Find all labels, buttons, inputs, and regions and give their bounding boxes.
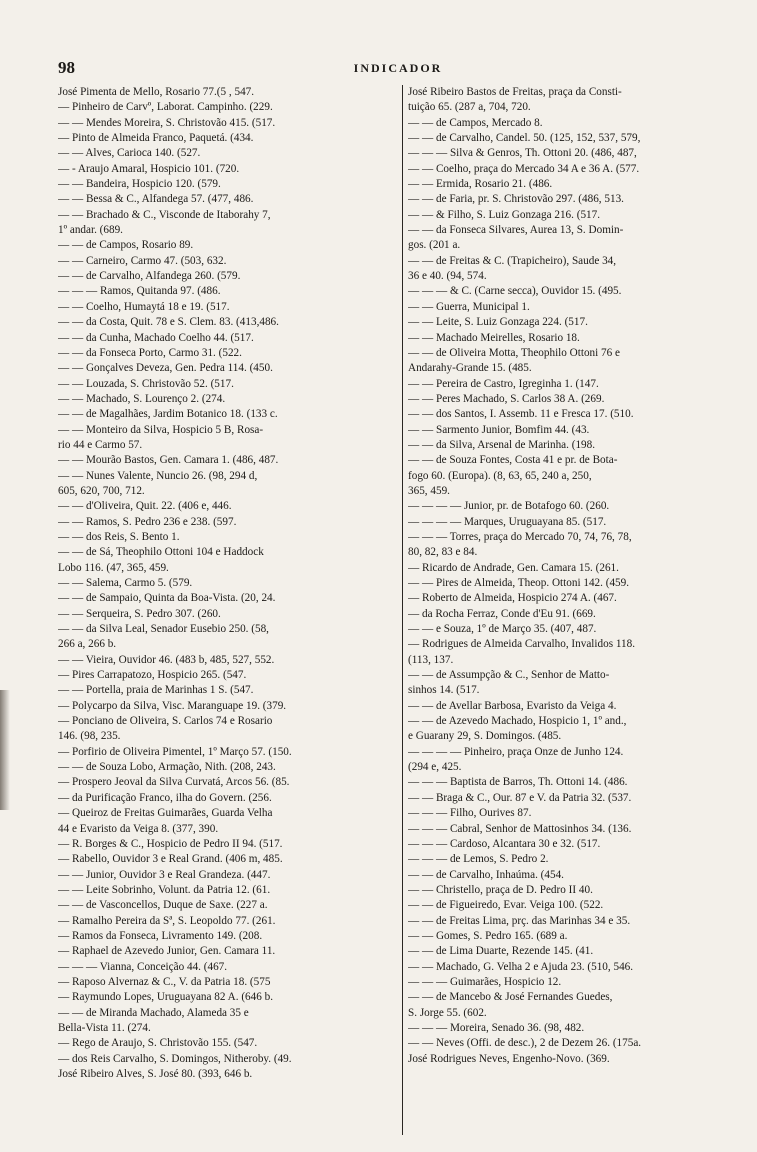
directory-entry-line: — — — — Marques, Uruguayana 85. (517. xyxy=(408,515,607,528)
directory-entry-line: — — — Ramos, Quitanda 97. (486. xyxy=(58,285,221,298)
directory-entry-line: — Ramos da Fonseca, Livramento 149. (208. xyxy=(58,929,263,942)
directory-entry-line: — — de Freitas Lima, prç. das Marinhas 34 e 35. xyxy=(408,914,631,927)
directory-entry-line: — — Neves (Offi. de desc.), 2 de Dezem 26. (175a. xyxy=(408,1037,642,1050)
directory-entry-line: — — Coelho, praça do Mercado 34 A e 36 A. (577. xyxy=(408,162,640,175)
directory-entry-line: — Pinheiro de Carvº, Laborat. Campinho. (229. xyxy=(58,101,273,114)
directory-entry-line: — — de Campos, Rosario 89. xyxy=(58,239,194,252)
directory-entry-line: — — Salema, Carmo 5. (579. xyxy=(58,577,193,589)
directory-entry-line: — — — Baptista de Barros, Th. Ottoni 14. (486. xyxy=(408,776,628,789)
directory-entry-line: — — Brachado & C., Visconde de Itaborahy 7, xyxy=(58,208,271,221)
directory-entry-line: 146. (98, 235. xyxy=(58,730,121,743)
directory-entry-line: — — da Cunha, Machado Coelho 44. (517. xyxy=(58,331,254,344)
directory-entry-line: Andarahy-Grande 15. (485. xyxy=(408,362,532,375)
directory-entry-line: 44 e Evaristo da Veiga 8. (377, 390. xyxy=(58,822,219,835)
directory-entry-line: — — Alves, Carioca 140. (527. xyxy=(58,147,201,160)
directory-entry-line: — — de Figueiredo, Evar. Veiga 100. (522. xyxy=(408,899,604,912)
directory-entry-line: — Rego de Araujo, S. Christovão 155. (547. xyxy=(58,1037,258,1050)
page-edge-stain xyxy=(0,690,10,810)
directory-entry-line: e Guarany 29, S. Domingos. (485. xyxy=(408,730,562,743)
directory-entry-line: — Rodrigues de Almeida Carvalho, Invalidos 118. xyxy=(408,638,636,651)
directory-entry-line: 266 a, 266 b. xyxy=(58,638,117,651)
directory-entry-line: — Ramalho Pereira da Sª, S. Leopoldo 77. (261. xyxy=(58,914,276,927)
directory-entry-line: — — Junior, Ouvidor 3 e Real Grandeza. (447. xyxy=(58,868,271,881)
directory-entry-line: — — — Filho, Ourives 87. xyxy=(408,807,532,820)
directory-entry-line: — — da Silva, Arsenal de Marinha. (198. xyxy=(408,438,596,451)
directory-entry-line: — — dos Santos, I. Assemb. 11 e Fresca 17. (510. xyxy=(408,408,634,421)
directory-entry-line: — — — — Pinheiro, praça Onze de Junho 124. xyxy=(408,745,624,758)
directory-entry-line: — — de Campos, Mercado 8. xyxy=(408,116,543,129)
directory-entry-line: — — — Vianna, Conceição 44. (467. xyxy=(58,960,228,973)
directory-entry-line: (113, 137. xyxy=(408,653,454,666)
directory-entry-line: — Prospero Jeoval da Silva Curvatá, Arcos 56. (85. xyxy=(58,776,290,789)
directory-entry-line: José Rodrigues Neves, Engenho-Novo. (369. xyxy=(408,1052,610,1065)
directory-entry-line: — da Rocha Ferraz, Conde d'Eu 91. (669. xyxy=(408,607,596,620)
directory-entry-line: — — de Azevedo Machado, Hospicio 1, 1º and., xyxy=(408,715,627,728)
directory-entry-line: — — de Sá, Theophilo Ottoni 104 e Haddock xyxy=(58,546,264,559)
directory-entry-line: — — Gomes, S. Pedro 165. (689 a. xyxy=(408,929,568,942)
directory-entry-line: — Raposo Alvernaz & C., V. da Patria 18. (575 xyxy=(58,975,271,988)
directory-entry-line: sinhos 14. (517. xyxy=(408,684,480,697)
directory-entry-line: — — da Silva Leal, Senador Eusebio 250. (58, xyxy=(58,623,269,636)
directory-entry-line: — — de Souza Lobo, Armação, Nith. (208, 243. xyxy=(58,761,276,774)
directory-entry-line: — Polycarpo da Silva, Visc. Maranguape 19. (379. xyxy=(58,699,287,712)
directory-entry-line: — Queiroz de Freitas Guimarães, Guarda Velha xyxy=(58,807,273,820)
directory-entry-line: — — Braga & C., Our. 87 e V. da Patria 32. (537. xyxy=(408,791,632,804)
directory-entry-line: — — Gonçalves Deveza, Gen. Pedra 114. (450. xyxy=(58,362,273,375)
page-header xyxy=(58,58,738,82)
directory-entry-line: — da Purificação Franco, ilha do Govern. (256. xyxy=(58,791,272,804)
directory-entry-line: tuição 65. (287 a, 704, 720. xyxy=(408,101,531,114)
directory-entry-line: (294 e, 425. xyxy=(408,761,462,774)
directory-entry-line: — Pires Carrapatozo, Hospicio 265. (547. xyxy=(58,669,247,682)
directory-entry-line: 80, 82, 83 e 84. xyxy=(408,546,478,559)
directory-entry-line: — — Vieira, Ouvidor 46. (483 b, 485, 527, 552. xyxy=(58,653,275,666)
directory-entry-line: — — dos Reis, S. Bento 1. xyxy=(58,530,180,543)
directory-entry-line: — — Bessa & C., Alfandega 57. (477, 486. xyxy=(58,193,254,206)
directory-entry-line: — — Carneiro, Carmo 47. (503, 632. xyxy=(58,254,227,267)
directory-entry-line: — - Araujo Amaral, Hospicio 101. (720. xyxy=(58,162,240,175)
directory-entry-line: — — Serqueira, S. Pedro 307. (260. xyxy=(58,607,221,620)
directory-entry-line: — — de Vasconcellos, Duque de Saxe. (227 a. xyxy=(58,899,268,912)
directory-entry-line: — — Leite, S. Luiz Gonzaga 224. (517. xyxy=(408,316,588,329)
directory-entry-line: 605, 620, 700, 712. xyxy=(58,484,145,497)
directory-entry-line: — — de Assumpção & C., Senhor de Matto- xyxy=(408,669,610,682)
directory-entry-line: — — Guerra, Municipal 1. xyxy=(408,300,530,313)
directory-entry-line: — — de Sampaio, Quinta da Boa-Vista. (20, 24. xyxy=(58,592,276,605)
directory-entry-line: — — Sarmento Junior, Bomfim 44. (43. xyxy=(408,423,590,436)
directory-entry-line: — — da Fonseca Porto, Carmo 31. (522. xyxy=(58,346,242,359)
directory-entry-line: — — — Cardoso, Alcantara 30 e 32. (517. xyxy=(408,837,601,850)
directory-entry-line: — Roberto de Almeida, Hospicio 274 A. (467. xyxy=(408,592,617,605)
directory-entry-line: — — Portella, praia de Marinhas 1 S. (547. xyxy=(58,684,254,697)
directory-entry-line: — — Nunes Valente, Nuncio 26. (98, 294 d, xyxy=(58,469,258,482)
directory-entry-line: — Ricardo de Andrade, Gen. Camara 15. (261. xyxy=(408,561,619,574)
directory-entry-line: — — — Cabral, Senhor de Mattosinhos 34. (136. xyxy=(408,822,632,835)
directory-entry-line: — — — Torres, praça do Mercado 70, 74, 76, 78, xyxy=(408,530,632,543)
directory-entry-line: — — de Faria, pr. S. Christovão 297. (486, 513. xyxy=(408,193,624,206)
directory-entry-line: — — & Filho, S. Luiz Gonzaga 216. (517. xyxy=(408,208,601,221)
directory-entry-line: — — Pereira de Castro, Igreginha 1. (147. xyxy=(408,377,599,390)
directory-entry-line: — — Pires de Almeida, Theop. Ottoni 142. (459. xyxy=(408,577,630,589)
left-column xyxy=(58,85,398,1082)
directory-entry-line: — — Peres Machado, S. Carlos 38 A. (269. xyxy=(408,392,605,405)
directory-entry-line: S. Jorge 55. (602. xyxy=(408,1006,487,1019)
directory-entry-line: — — Machado, G. Velha 2 e Ajuda 23. (510, 546. xyxy=(408,960,634,973)
directory-entry-line: — Raymundo Lopes, Uruguayana 82 A. (646 b. xyxy=(58,991,274,1004)
directory-entry-line: — — de Magalhães, Jardim Botanico 18. (133 c. xyxy=(58,408,278,421)
directory-entry-line: — Ponciano de Oliveira, S. Carlos 74 e Rosario xyxy=(58,715,273,728)
directory-entry-line: — — — de Lemos, S. Pedro 2. xyxy=(408,853,549,866)
directory-entry-line: — Porfirio de Oliveira Pimentel, 1º Março 57. (150. xyxy=(58,745,292,758)
directory-entry-line: — — de Carvalho, Alfandega 260. (579. xyxy=(58,270,241,283)
directory-entry-line: fogo 60. (Europa). (8, 63, 65, 240 a, 250, xyxy=(408,469,592,482)
directory-entry-line: rio 44 e Carmo 57. xyxy=(58,438,143,451)
directory-entry-line: — — — — Junior, pr. de Botafogo 60. (260. xyxy=(408,500,610,513)
right-column xyxy=(408,85,738,1067)
column-divider xyxy=(402,85,403,1135)
directory-entry-line: — — — & C. (Carne secca), Ouvidor 15. (495. xyxy=(408,285,622,298)
directory-entry-line: 365, 459. xyxy=(408,484,450,497)
directory-entry-line: 1º andar. (689. xyxy=(58,224,123,237)
directory-entry-line: — — Christello, praça de D. Pedro II 40. xyxy=(408,883,593,896)
directory-entry-line: 36 e 40. (94, 574. xyxy=(408,270,487,283)
directory-entry-line: — — Coelho, Humaytá 18 e 19. (517. xyxy=(58,300,230,313)
directory-entry-line: — — Bandeira, Hospicio 120. (579. xyxy=(58,178,221,191)
directory-entry-line: — — de Mancebo & José Fernandes Guedes, xyxy=(408,991,613,1004)
directory-entry-line: — — de Freitas & C. (Trapicheiro), Saude 34, xyxy=(408,254,617,267)
directory-entry-line: — — — Silva & Genros, Th. Ottoni 20. (486, 487, xyxy=(408,147,637,160)
directory-entry-line: — — de Carvalho, Candel. 50. (125, 152, 537, 579, xyxy=(408,132,641,145)
directory-entry-line: — — de Lima Duarte, Rezende 145. (41. xyxy=(408,945,594,958)
directory-entry-line: — dos Reis Carvalho, S. Domingos, Nitheroby. (49. xyxy=(58,1052,292,1065)
page-number: 98 xyxy=(58,58,75,77)
directory-entry-line: — — Monteiro da Silva, Hospicio 5 B, Rosa- xyxy=(58,423,264,436)
directory-entry-line: — — Ramos, S. Pedro 236 e 238. (597. xyxy=(58,515,237,528)
directory-entry-line: gos. (201 a. xyxy=(408,239,461,252)
directory-entry-line: — — de Avellar Barbosa, Evaristo da Veiga 4. xyxy=(408,699,617,712)
directory-entry-line: — — Mendes Moreira, S. Christovão 415. (517. xyxy=(58,116,276,129)
directory-entry-line: — R. Borges & C., Hospicio de Pedro II 94. (517. xyxy=(58,837,283,850)
directory-entry-line: — Pinto de Almeida Franco, Paquetá. (434. xyxy=(58,132,254,145)
directory-entry-line: — — e Souza, 1º de Março 35. (407, 487. xyxy=(408,623,597,636)
directory-entry-line: — — de Oliveira Motta, Theophilo Ottoni 76 e xyxy=(408,346,621,359)
directory-entry-line: José Ribeiro Bastos de Freitas, praça da Consti- xyxy=(408,86,622,98)
directory-entry-line: — — da Fonseca Silvares, Aurea 13, S. Domin- xyxy=(408,224,624,237)
directory-entry-line: José Pimenta de Mello, Rosario 77.(5 , 547. xyxy=(58,86,255,98)
directory-entry-line: — Rabello, Ouvidor 3 e Real Grand. (406 m, 485. xyxy=(58,853,283,866)
directory-entry-line: — — Leite Sobrinho, Volunt. da Patria 12. (61. xyxy=(58,883,271,896)
directory-entry-line: — Raphael de Azevedo Junior, Gen. Camara 11. xyxy=(58,945,276,958)
directory-entry-line: — — da Costa, Quit. 78 e S. Clem. 83. (413,486. xyxy=(58,316,279,329)
directory-entry-line: — — — Guimarães, Hospicio 12. xyxy=(408,975,562,988)
directory-entry-line: — — Machado Meirelles, Rosario 18. xyxy=(408,331,580,344)
running-title: INDICADOR xyxy=(353,61,443,75)
directory-entry-line: — — de Souza Fontes, Costa 41 e pr. de Bota- xyxy=(408,454,618,467)
directory-entry-line: Lobo 116. (47, 365, 459. xyxy=(58,561,169,574)
directory-entry-line: — — Mourão Bastos, Gen. Camara 1. (486, 487. xyxy=(58,454,279,467)
directory-entry-line: — — — Moreira, Senado 36. (98, 482. xyxy=(408,1021,585,1034)
directory-entry-line: — — de Miranda Machado, Alameda 35 e xyxy=(58,1006,249,1019)
directory-entry-line: — — de Carvalho, Inhaúma. (454. xyxy=(408,868,564,881)
directory-entry-line: — — Ermida, Rosario 21. (486. xyxy=(408,178,553,191)
directory-entry-line: — — d'Oliveira, Quit. 22. (406 e, 446. xyxy=(58,500,232,513)
directory-entry-line: — — Machado, S. Lourenço 2. (274. xyxy=(58,392,226,405)
directory-entry-line: Bella-Vista 11. (274. xyxy=(58,1021,151,1034)
directory-entry-line: — — Louzada, S. Christovão 52. (517. xyxy=(58,377,234,390)
directory-entry-line: José Ribeiro Alves, S. José 80. (393, 646 b. xyxy=(58,1068,253,1080)
